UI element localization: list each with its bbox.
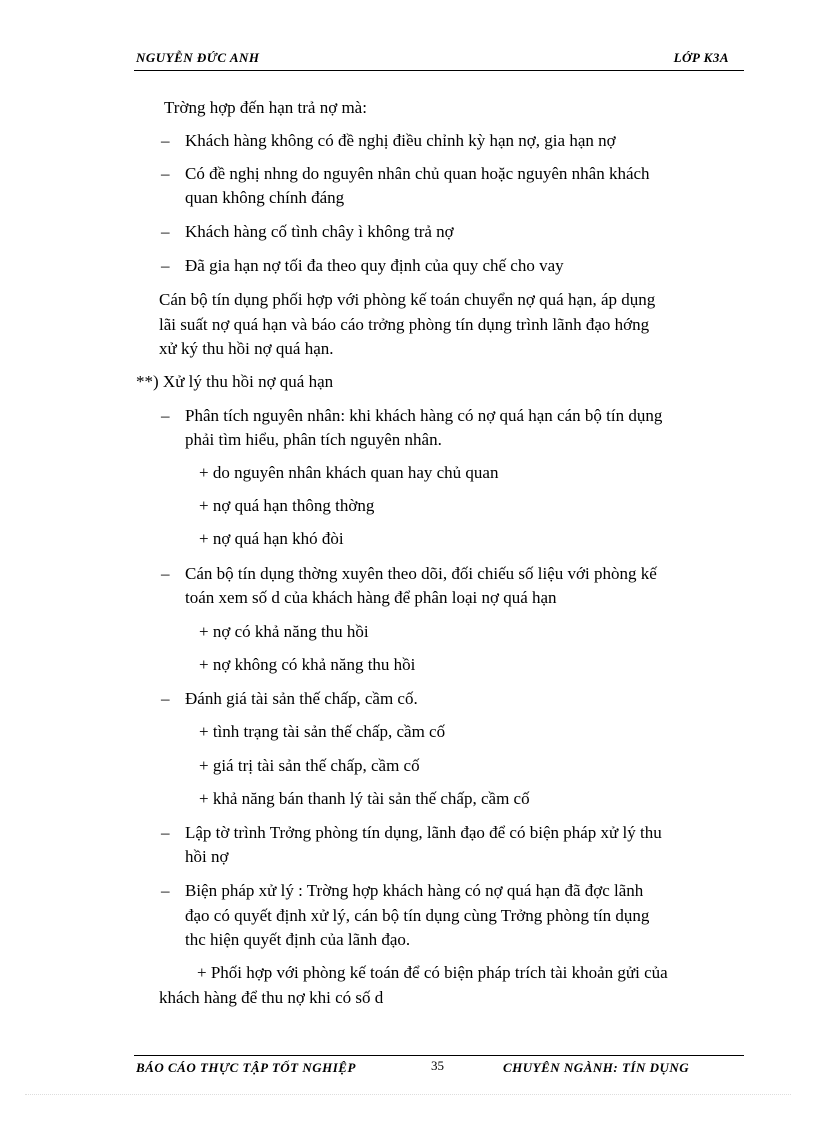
paragraph-line: Cán bộ tín dụng phối hợp với phòng kế toán chuyển nợ quá hạn, áp dụng: [159, 290, 656, 309]
footer-major: CHUYÊN NGÀNH: TÍN DỤNG: [503, 1060, 690, 1075]
bullet-line: quan không chính đáng: [185, 188, 345, 207]
sub-item: + nợ không có khả năng thu hồi: [199, 655, 416, 674]
bullet-line: Khách hàng cố tình chây ì không trả nợ: [185, 222, 454, 241]
bullet-dash: –: [161, 881, 170, 900]
paragraph-line: lãi suất nợ quá hạn và báo cáo trởng phòng tín dụng trình lãnh đạo hớng: [159, 315, 650, 334]
sub-item: + tình trạng tài sản thế chấp, cầm cố: [199, 722, 446, 741]
bullet-line: toán xem số d của khách hàng để phân loại nợ quá hạn: [185, 588, 557, 607]
bullet-line: thc hiện quyết định của lãnh đạo.: [185, 930, 411, 949]
sub-item: + khả năng bán thanh lý tài sản thế chấp, cầm cố: [199, 789, 530, 808]
bullet-line: Khách hàng không có đề nghị điều chỉnh kỳ hạn nợ, gia hạn nợ: [185, 131, 616, 150]
paragraph-line: xử ký thu hồi nợ quá hạn.: [159, 339, 334, 358]
section-heading: **) Xử lý thu hồi nợ quá hạn: [136, 372, 334, 391]
footer-rule: [134, 1055, 744, 1056]
bullet-dash: –: [161, 823, 170, 842]
bullet-dash: –: [161, 131, 170, 150]
header-author: NGUYỄN ĐỨC ANH: [136, 50, 260, 65]
intro-line: Trờng hợp đến hạn trả nợ mà:: [164, 98, 367, 117]
page-number: 35: [431, 1058, 444, 1073]
bullet-line: phải tìm hiểu, phân tích nguyên nhân.: [185, 430, 442, 449]
sub-item: + nợ quá hạn thông thờng: [199, 496, 375, 515]
paragraph-line: khách hàng để thu nợ khi có số d: [159, 988, 384, 1007]
sub-item: + nợ có khả năng thu hồi: [199, 622, 369, 641]
bullet-line: Biện pháp xử lý : Trờng hợp khách hàng có nợ quá hạn đã đợc lãnh: [185, 881, 644, 900]
bullet-line: Có đề nghị nhng do nguyên nhân chủ quan hoặc nguyên nhân khách: [185, 164, 650, 183]
bullet-line: hồi nợ: [185, 847, 229, 866]
bullet-dash: –: [161, 406, 170, 425]
bullet-line: Phân tích nguyên nhân: khi khách hàng có nợ quá hạn cán bộ tín dụng: [185, 406, 663, 425]
header-class: LỚP K3A: [673, 50, 729, 65]
sub-item: + giá trị tài sản thế chấp, cầm cố: [199, 756, 420, 775]
bullet-line: Cán bộ tín dụng thờng xuyên theo dõi, đối chiếu số liệu với phòng kế: [185, 564, 657, 583]
sub-item: + do nguyên nhân khách quan hay chủ quan: [199, 463, 499, 482]
bullet-dash: –: [161, 164, 170, 183]
footer-report-title: BÁO CÁO THỰC TẬP TỐT NGHIỆP: [136, 1060, 356, 1075]
bullet-line: Lập tờ trình Trởng phòng tín dụng, lãnh đạo để có biện pháp xử lý thu: [185, 823, 662, 842]
bullet-dash: –: [161, 256, 170, 275]
bullet-line: đạo có quyết định xử lý, cán bộ tín dụng cùng Trởng phòng tín dụng: [185, 906, 650, 925]
header-rule: [134, 70, 744, 71]
bullet-line: Đã gia hạn nợ tối đa theo quy định của quy chế cho vay: [185, 256, 564, 275]
bullet-dash: –: [161, 689, 170, 708]
bullet-dash: –: [161, 222, 170, 241]
bullet-line: Đánh giá tài sản thế chấp, cầm cố.: [185, 689, 418, 708]
page-bottom-border: [25, 1094, 791, 1095]
page-header: [136, 50, 743, 66]
paragraph-line: + Phối hợp với phòng kế toán để có biện pháp trích tài khoản gửi của: [197, 963, 668, 982]
sub-item: + nợ quá hạn khó đòi: [199, 529, 344, 548]
bullet-dash: –: [161, 564, 170, 583]
